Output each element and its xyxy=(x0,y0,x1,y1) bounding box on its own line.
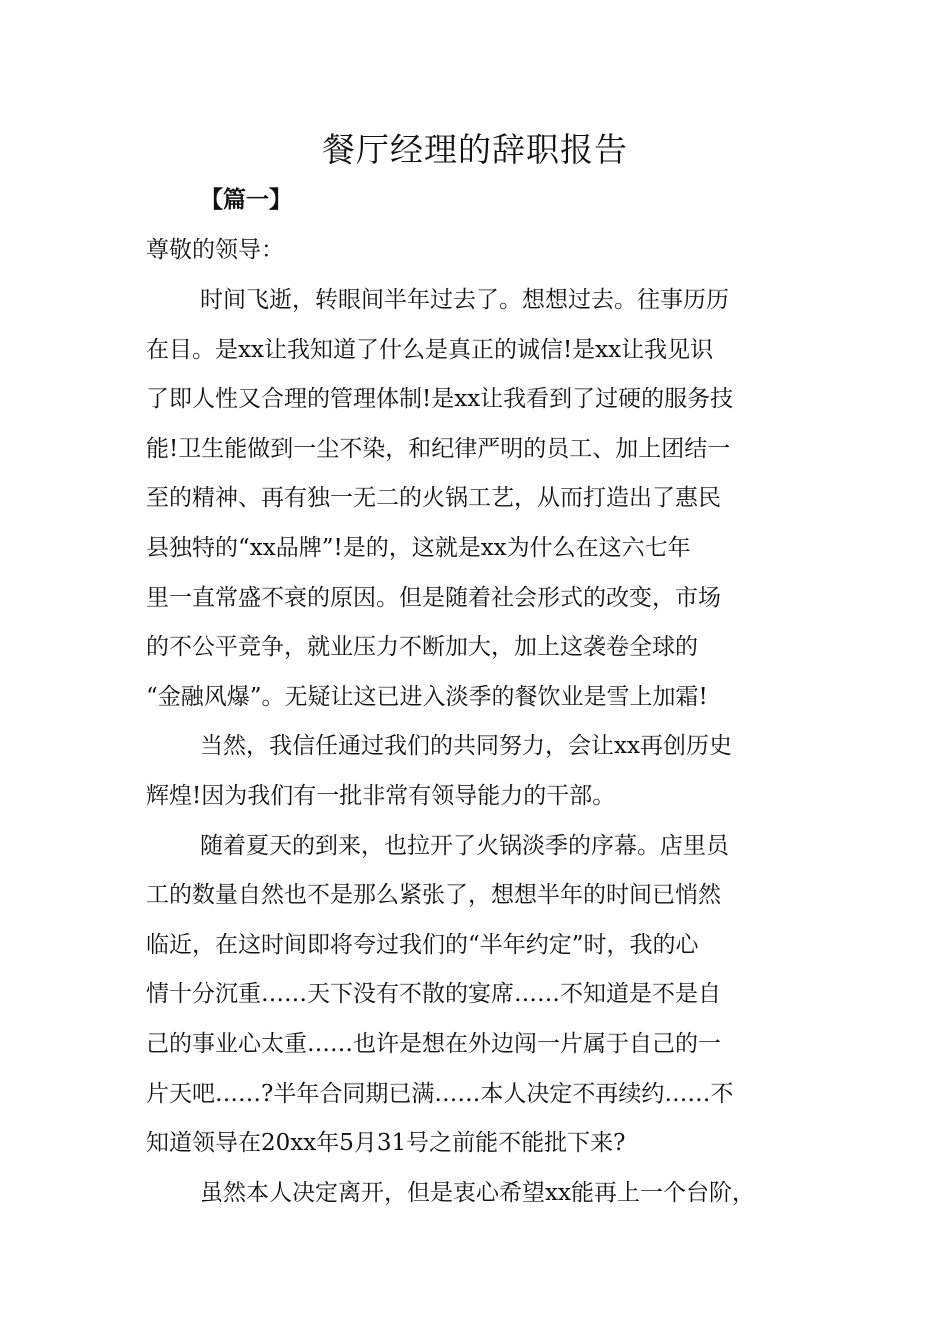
paragraph-line: 的不公平竞争，就业压力不断加大，加上这袭卷全球的 xyxy=(146,634,698,661)
paragraph-line: 己的事业心太重……也许是想在外边闯一片属于自己的一 xyxy=(146,1030,721,1057)
section-label: 【篇一】 xyxy=(200,187,292,213)
paragraph-line: 片天吧……?半年合同期已满……本人决定不再续约……不 xyxy=(146,1080,734,1107)
paragraph-line: 情十分沉重……天下没有不散的宴席……不知道是不是自 xyxy=(146,981,721,1008)
paragraph-line: 至的精神、再有独一无二的火锅工艺，从而打造出了惠民 xyxy=(146,485,721,512)
paragraph-line: 能!卫生能做到一尘不染，和纪律严明的员工、加上团结一 xyxy=(146,435,731,462)
paragraph-line: 工的数量自然也不是那么紧张了，想想半年的时间已悄然 xyxy=(146,882,721,909)
salutation: 尊敬的领导： xyxy=(146,237,284,263)
paragraph-line: 时间飞逝，转眼间半年过去了。想想过去。往事历历 xyxy=(200,287,729,313)
paragraph xyxy=(146,722,816,821)
paragraph-line: 随着夏天的到来，也拉开了火锅淡季的序幕。店里员 xyxy=(200,832,729,859)
paragraph-line: 知道领导在20xx年5月31号之前能不能批下来? xyxy=(146,1130,626,1157)
paragraph-line: 辉煌!因为我们有一批非常有领导能力的干部。 xyxy=(146,782,616,809)
paragraph xyxy=(146,1169,816,1219)
paragraph-line: 在目。是xx让我知道了什么是真正的诚信!是xx让我见识 xyxy=(146,336,714,363)
document-title: 餐厅经理的辞职报告 xyxy=(322,130,628,169)
paragraph-line: “金融风爆”。无疑让这已进入淡季的餐饮业是雪上加霜! xyxy=(146,683,708,710)
paragraph-line: 了即人性又合理的管理体制!是xx让我看到了过硬的服务技 xyxy=(146,386,734,413)
paragraph xyxy=(146,276,816,722)
paragraph-line: 虽然本人决定离开，但是衷心希望xx能再上一个台阶， xyxy=(200,1179,755,1206)
paragraph-line: 县独特的“xx品牌”!是的，这就是xx为什么在这六七年 xyxy=(146,534,691,561)
paragraph-line: 当然，我信任通过我们的共同努力，会让xx再创历史 xyxy=(200,733,732,760)
paragraph-line: 临近，在这时间即将夸过我们的“半年约定”时，我的心 xyxy=(146,931,699,958)
paragraph xyxy=(146,822,816,1169)
body-text xyxy=(146,276,816,1218)
paragraph-line: 里一直常盛不衰的原因。但是随着社会形式的改变，市场 xyxy=(146,584,721,611)
